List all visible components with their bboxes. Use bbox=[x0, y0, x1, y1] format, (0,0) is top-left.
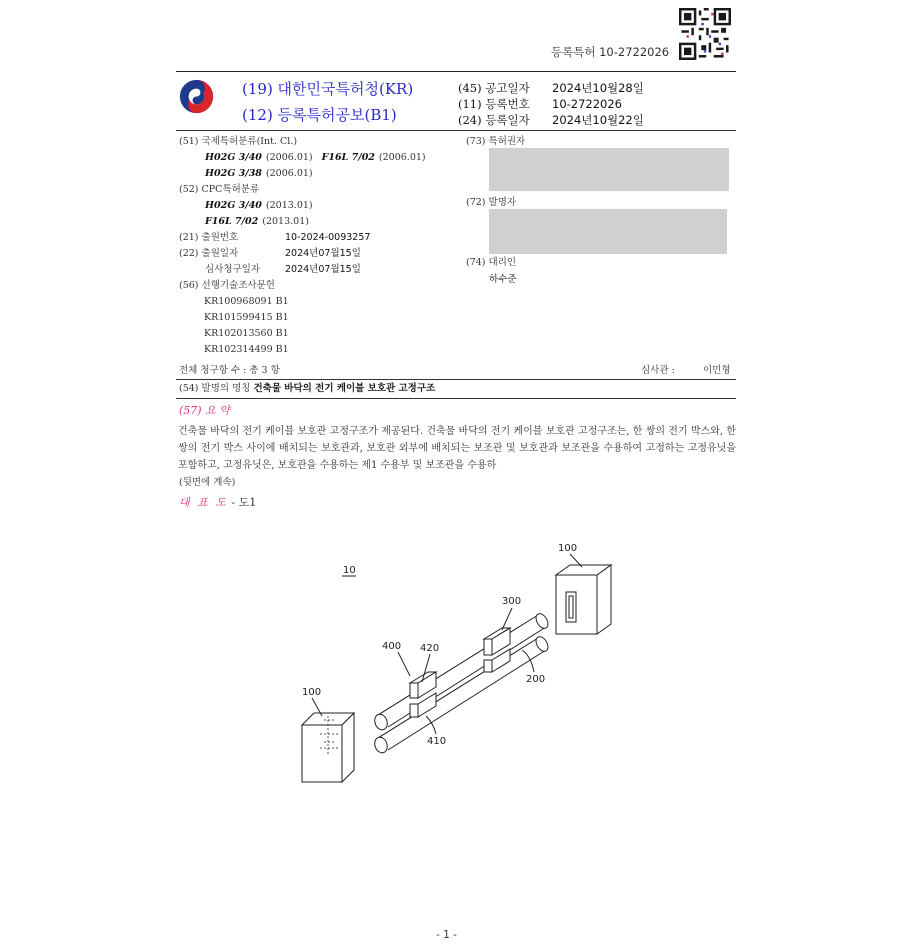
gazette-type: (12) 등록특허공보(B1) bbox=[242, 106, 397, 124]
prior-art-item: KR101599415 B1 bbox=[204, 312, 289, 323]
cpc-line-2: F16L 7/02 (2013.01) bbox=[205, 216, 309, 227]
representative-figure-value: - 도1 bbox=[227, 496, 257, 509]
invention-title: 건축물 바닥의 전기 케이블 보호관 고정구조 bbox=[253, 383, 436, 394]
label-410: 410 bbox=[427, 736, 447, 747]
int-cl-title: (51) 국제특허분류(Int. Cl.) bbox=[179, 136, 298, 147]
total-claims: 전체 청구항 수 : 총 3 항 bbox=[179, 365, 280, 376]
prior-art-title: (56) 선행기술조사문헌 bbox=[179, 280, 275, 291]
application-number-row: (21) 출원번호 10-2024-0093257 bbox=[179, 232, 371, 243]
bibliographic-left bbox=[179, 134, 426, 358]
abstract-heading: (57) 요 약 bbox=[179, 404, 230, 417]
representative-figure bbox=[179, 494, 256, 510]
inventor-redacted bbox=[489, 209, 727, 254]
agent-label: (74) 대리인 bbox=[466, 257, 517, 268]
prior-art-list bbox=[179, 294, 426, 358]
fixing-unit-right bbox=[484, 628, 510, 672]
label-box-top: 100 bbox=[558, 543, 578, 554]
header-top-rule bbox=[176, 71, 736, 72]
prior-art-item: KR102314499 B1 bbox=[204, 344, 289, 355]
examiner-name: 이민형 bbox=[703, 365, 731, 376]
cpc-line-1: H02G 3/40 (2013.01) bbox=[205, 200, 313, 211]
title-bottom-rule bbox=[176, 398, 736, 399]
prior-art-item: KR100968091 B1 bbox=[204, 296, 289, 307]
agent-name: 하수준 bbox=[489, 274, 517, 285]
leader-400 bbox=[398, 652, 410, 676]
header-bottom-rule bbox=[176, 130, 736, 131]
label-420: 420 bbox=[420, 643, 440, 654]
kipo-logo-icon bbox=[179, 79, 214, 114]
representative-figure-label: 대 표 도 bbox=[179, 496, 228, 509]
abstract-text: 건축물 바닥의 전기 케이블 보호관 고정구조가 제공된다. 건축물 바닥의 전기 케이블 보호관 고정구조는, 한 쌍의 전기 박스와, 한 쌍의 전기 박스 사이에 배치되는 보호관과, 보호관 외부에 배치되는 보조관 및 보호관과 보조관을 수용하여 고정하는 고정유닛을 포함하고, 고정유닛은, 보호관을 수용하는 제1 수용부 및 보조관을 수용하 bbox=[178, 426, 736, 471]
label-box-bottom: 100 bbox=[302, 687, 322, 698]
patent-office-title: (19) 대한민국특허청(KR) bbox=[242, 80, 414, 98]
label-main: 10 bbox=[343, 565, 356, 576]
invention-title-row bbox=[179, 381, 435, 397]
int-cl-line-2: H02G 3/38 (2006.01) bbox=[205, 168, 313, 179]
registration-number-row: (11) 등록번호 10-2722026 bbox=[458, 97, 622, 111]
label-200: 200 bbox=[526, 674, 546, 685]
prior-art-item: KR102013560 B1 bbox=[204, 328, 289, 339]
registration-date-row: (24) 등록일자 2024년10월22일 bbox=[458, 113, 644, 127]
examiner-label: 심사관 : bbox=[641, 365, 675, 376]
representative-drawing bbox=[280, 520, 640, 790]
examination-request-row: 심사청구일자 2024년07월15일 bbox=[205, 264, 361, 275]
electric-box-bottom bbox=[302, 713, 354, 782]
patentee-label: (73) 특허권자 bbox=[466, 136, 526, 147]
cpc-title: (52) CPC특허분류 bbox=[179, 184, 260, 195]
protection-pipes bbox=[373, 612, 551, 755]
leader-300 bbox=[502, 608, 512, 630]
page-number: - 1 - bbox=[436, 929, 457, 941]
label-300: 300 bbox=[502, 596, 522, 607]
patentee-redacted bbox=[489, 148, 729, 191]
publication-date-row: (45) 공고일자 2024년10월28일 bbox=[458, 81, 644, 95]
invention-title-label: (54) 발명의 명칭 bbox=[179, 383, 251, 394]
qr-code-icon bbox=[679, 8, 731, 60]
electric-box-top bbox=[556, 565, 611, 634]
application-date-row: (22) 출원일자 2024년07월15일 bbox=[179, 248, 361, 259]
registration-number: 등록특허 10-2722026 bbox=[551, 45, 670, 59]
continued-note: (뒷면에 계속) bbox=[179, 477, 236, 488]
label-400: 400 bbox=[382, 641, 402, 652]
title-top-rule bbox=[176, 379, 736, 380]
int-cl-line-1: H02G 3/40 (2006.01) F16L 7/02 (2006.01) bbox=[205, 152, 426, 163]
inventor-label: (72) 발명자 bbox=[466, 197, 517, 208]
